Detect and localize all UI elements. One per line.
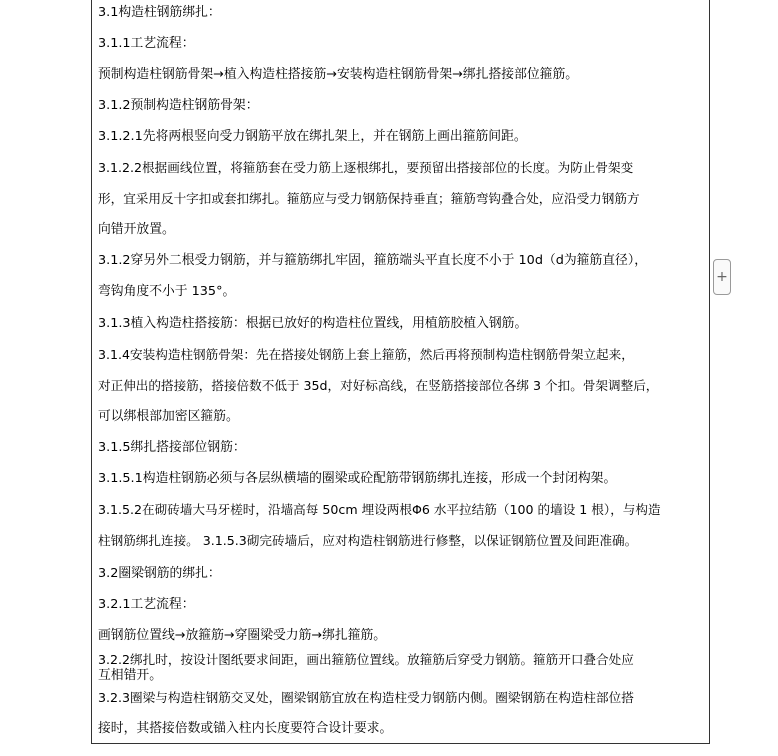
- text-line: 3.1.2预制构造柱钢筋骨架：: [98, 98, 259, 113]
- text-line: 可以绑根部加密区箍筋。: [98, 409, 239, 424]
- text-line: 3.2.2绑扎时，按设计图纸要求间距，画出箍筋位置线。放箍筋后穿受力钢筋。箍筋开口叠合处应: [98, 652, 634, 667]
- plus-icon: +: [716, 269, 728, 285]
- text-line: 柱钢筋绑扎连接。 3.1.5.3砌完砖墙后，应对构造柱钢筋进行修整，以保证钢筋位置及间距准确。: [98, 533, 638, 548]
- text-line: 形，宜采用反十字扣或套扣绑扎。箍筋应与受力钢筋保持垂直；箍筋弯钩叠合处，应沿受力钢筋方: [98, 191, 640, 206]
- text-line: 3.2.1工艺流程：: [98, 597, 195, 612]
- text-line: 预制构造柱钢筋骨架→植入构造柱搭接筋→安装构造柱钢筋骨架→绑扎搭接部位箍筋。: [98, 67, 579, 82]
- text-line: 画钢筋位置线→放箍筋→穿圈梁受力筋→绑扎箍筋。: [98, 628, 387, 643]
- text-line: 弯钩角度不小于 135°。: [98, 284, 236, 299]
- text-line: 接时，其搭接倍数或锚入柱内长度要符合设计要求。: [98, 721, 393, 736]
- text-line: 3.2圈梁钢筋的绑扎：: [98, 566, 221, 581]
- text-line: 3.1构造柱钢筋绑扎：: [98, 5, 221, 20]
- text-line: 3.1.5绑扎搭接部位钢筋：: [98, 440, 246, 455]
- text-line: 3.1.2.2根据画线位置，将箍筋套在受力筋上逐根绑扎，要预留出搭接部位的长度。为防止骨架变: [98, 160, 634, 175]
- text-line: 3.1.3植入构造柱搭接筋：根据已放好的构造柱位置线，用植筋胶植入钢筋。: [98, 316, 528, 331]
- text-line: 3.2.3圈梁与构造柱钢筋交叉处，圈梁钢筋宜放在构造柱受力钢筋内侧。圈梁钢筋在构造柱部位搭: [98, 690, 634, 705]
- text-line: 向错开放置。: [98, 222, 175, 237]
- expand-button[interactable]: [713, 259, 731, 295]
- text-line: 对正伸出的搭接筋，搭接倍数不低于 35d，对好标高线，在竖筋搭接部位各绑 3 个扣。骨架调整后，: [98, 378, 659, 393]
- text-line: 3.1.2.1先将两根竖向受力钢筋平放在绑扎架上，并在钢筋上画出箍筋间距。: [98, 129, 527, 144]
- text-line: 3.1.2穿另外二根受力钢筋，并与箍筋绑扎牢固，箍筋端头平直长度不小于 10d（d为箍筋直径），: [98, 253, 648, 268]
- text-line: 3.1.1工艺流程：: [98, 36, 195, 51]
- text-line: 3.1.4安装构造柱钢筋骨架：先在搭接处钢筋上套上箍筋，然后再将预制构造柱钢筋骨架立起来，: [98, 347, 634, 362]
- text-line: 互相错开。: [98, 668, 162, 683]
- text-line: 3.1.5.2在砌砖墙大马牙槎时，沿墙高每 50cm 埋设两根Φ6 水平拉结筋（100 的墙设 1 根），与构造: [98, 502, 661, 517]
- text-line: 3.1.5.1构造柱钢筋必须与各层纵横墙的圈梁或砼配筋带钢筋绑扎连接，形成一个封闭构架。: [98, 471, 617, 486]
